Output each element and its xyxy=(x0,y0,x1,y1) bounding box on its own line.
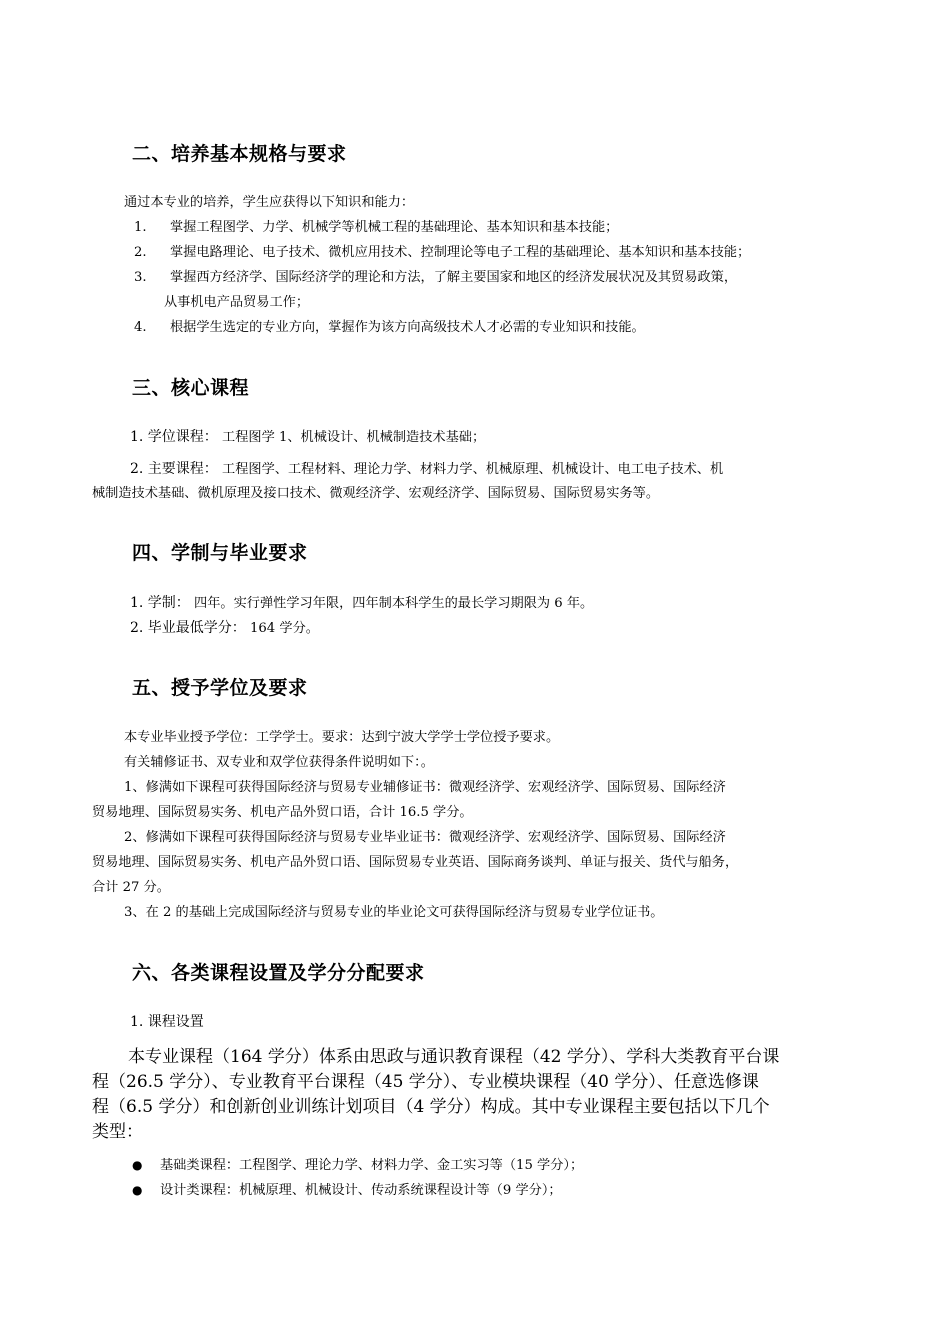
sec6-subheading: 1. 课程设置 xyxy=(130,1014,204,1030)
degree-courses-label: 1. 学位课程： xyxy=(130,429,218,445)
item-text: 掌握工程图学、力学、机械学等机械工程的基础理论、基本知识和基本技能； xyxy=(170,220,619,235)
sec5-double-major-line3: 合计 27 分。 xyxy=(92,880,170,895)
item-text: 根据学生选定的专业方向，掌握作为该方向高级技术人才必需的专业知识和技能。 xyxy=(170,320,645,335)
section-title-degree: 五、授予学位及要求 xyxy=(132,677,308,699)
duration-label: 1. 学制： xyxy=(130,595,190,611)
sec6-bullet-2 xyxy=(132,1180,562,1201)
bullet-text: 设计类课程：机械原理、机械设计、传动系统课程设计等（9 学分）； xyxy=(160,1183,562,1198)
sec3-main-courses xyxy=(130,459,723,480)
bullet-icon: ● xyxy=(132,1183,143,1197)
section-title-course-setup: 六、各类课程设置及学分分配要求 xyxy=(132,962,425,984)
bullet-text: 基础类课程：工程图学、理论力学、材料力学、金工实习等（15 学分）； xyxy=(160,1158,584,1173)
min-credits-label: 2. 毕业最低学分： xyxy=(130,620,246,636)
sec5-minor-line1: 1、修满如下课程可获得国际经济与贸易专业辅修证书：微观经济学、宏观经济学、国际贸易、国际经济 xyxy=(124,780,726,795)
bullet-icon: ● xyxy=(132,1158,143,1172)
sec6-body-line1: 本专业课程（164 学分）体系由思政与通识教育课程（42 学分）、学科大类教育平台课 xyxy=(128,1047,780,1067)
item-number: 1. xyxy=(134,220,147,235)
main-courses-label: 2. 主要课程： xyxy=(130,461,218,477)
sec5-minor-line2: 贸易地理、国际贸易实务、机电产品外贸口语，合计 16.5 学分。 xyxy=(92,805,473,820)
item-number: 3. xyxy=(134,270,147,285)
sec2-item-1 xyxy=(134,218,618,238)
sec5-double-major-line1: 2、修满如下课程可获得国际经济与贸易专业毕业证书：微观经济学、宏观经济学、国际贸易、国际经济 xyxy=(124,830,726,845)
sec5-double-degree: 3、在 2 的基础上完成国际经济与贸易专业的毕业论文可获得国际经济与贸易专业学位证书。 xyxy=(124,905,664,920)
sec3-main-courses-continued: 械制造技术基础、微机原理及接口技术、微观经济学、宏观经济学、国际贸易、国际贸易实务等。 xyxy=(92,486,660,501)
section-title-core-courses: 三、核心课程 xyxy=(132,377,250,399)
sec2-item-3-continued: 从事机电产品贸易工作； xyxy=(164,295,310,310)
main-courses-text: 工程图学、工程材料、理论力学、材料力学、机械原理、机械设计、电工电子技术、机 xyxy=(222,462,724,477)
sec2-intro: 通过本专业的培养，学生应获得以下知识和能力： xyxy=(124,195,415,210)
degree-courses-text: 工程图学 1、机械设计、机械制造技术基础； xyxy=(222,430,486,445)
sec6-body-line3: 程（6.5 学分）和创新创业训练计划项目（4 学分）构成。其中专业课程主要包括以下几个 xyxy=(92,1097,770,1117)
duration-text: 四年。实行弹性学习年限，四年制本科学生的最长学习期限为 6 年。 xyxy=(194,596,594,611)
section-title-duration: 四、学制与毕业要求 xyxy=(132,542,308,564)
section-title-training-specs: 二、培养基本规格与要求 xyxy=(132,143,347,165)
min-credits-text: 164 学分。 xyxy=(250,621,319,636)
sec5-double-major-line2: 贸易地理、国际贸易实务、机电产品外贸口语、国际贸易专业英语、国际商务谈判、单证与报关、货代与船务， xyxy=(92,855,739,870)
sec6-body-line2: 程（26.5 学分）、专业教育平台课程（45 学分）、专业模块课程（40 学分）、任意选修课 xyxy=(92,1072,759,1092)
item-text: 掌握西方经济学、国际经济学的理论和方法，了解主要国家和地区的经济发展状况及其贸易政策， xyxy=(170,270,738,285)
sec6-body-line4: 类型： xyxy=(92,1122,143,1142)
sec6-bullet-1 xyxy=(132,1155,583,1176)
sec2-item-4 xyxy=(134,318,645,338)
sec2-item-2 xyxy=(134,243,750,263)
sec5-degree-awarded: 本专业毕业授予学位：工学学士。要求：达到宁波大学学士学位授予要求。 xyxy=(124,730,560,745)
sec3-degree-courses xyxy=(130,427,485,448)
sec4-min-credits xyxy=(130,618,319,639)
item-number: 2. xyxy=(134,245,147,260)
sec4-duration xyxy=(130,593,593,614)
item-text: 掌握电路理论、电子技术、微机应用技术、控制理论等电子工程的基础理论、基本知识和基本技能； xyxy=(170,245,751,260)
item-number: 4. xyxy=(134,320,147,335)
sec5-certificate-intro: 有关辅修证书、双专业和双学位获得条件说明如下：。 xyxy=(124,755,434,770)
sec2-item-3 xyxy=(134,268,737,288)
